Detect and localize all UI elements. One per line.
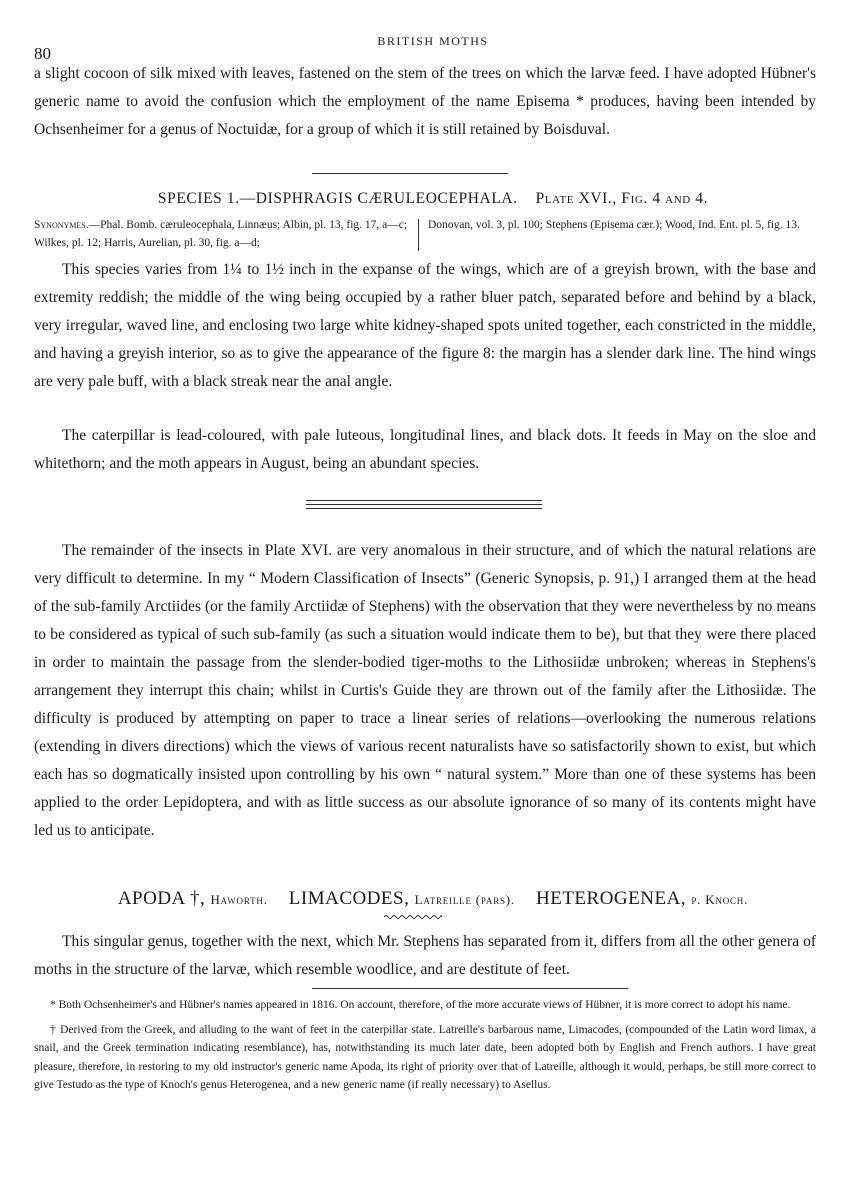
synonyms-right-column <box>428 216 816 234</box>
species-description-block <box>34 256 816 396</box>
intro-paragraph: a slight cocoon of silk mixed with leaves, fastened on the stem of the trees on which the larvæ feed. I have adopted Hübner's generic name to avoid the confusion which the employment of the name Episema * produces, having been intended by Ochsenheimer for a genus of Noctuidæ, for a group of which it is still retained by Boisduval. <box>34 65 816 138</box>
intro-paragraph-block <box>34 60 816 144</box>
rule-line-3 <box>306 508 542 512</box>
genus-author-knoch: p. Knoch. <box>691 892 749 907</box>
footnote-1: * Both Ochsenheimer's and Hübner's names appeared in 1816. On account, therefore, of the more accurate views of Hübner, it is more correct to adopt his name. <box>50 999 791 1011</box>
synonyms-left-column <box>34 216 414 252</box>
genus-author-latreille: Latreille (pars). <box>414 892 515 907</box>
caterpillar-paragraph: The caterpillar is lead-coloured, with pale luteous, longitudinal lines, and black dots. It feeds in May on the sloe and whitethorn; and the moth appears in August, being an abundant species. <box>34 427 816 472</box>
genus-author-haworth: Haworth. <box>210 892 268 907</box>
footnote-2: † Derived from the Greek, and alluding to the want of feet in the caterpillar state. Latreille's barbarous name, Limacodes, (compounded of the Latin word limax, a snail, and the Greek termination indicating resemblance), has, notwithstanding its much later date, been adopted both by English and French authors. I have great pleasure, therefore, in restoring to my old instructor's generic name Apoda, its right of priority over that of Latreille, although it would, perhaps, be still more correct to give Testudo as the type of Knoch's genus Heterogenea, and a new generic name (if really necessary) to Asellus. <box>34 1023 816 1091</box>
genus-name-apoda: APODA †, <box>117 888 206 909</box>
genus-heading <box>0 888 866 910</box>
footnotes-block <box>34 996 816 1101</box>
wavy-ornament <box>384 914 442 920</box>
plate-reference: Plate XVI., Fig. 4 and 4. <box>535 190 709 207</box>
section-double-rule <box>306 500 542 512</box>
genus-name-heterogenea: HETEROGENEA, <box>536 888 687 909</box>
caterpillar-block <box>34 422 816 478</box>
footnote-divider <box>312 988 628 989</box>
synonyms-right-text: Donovan, vol. 3, pl. 100; Stephens (Episema cær.); Wood, Ind. Ent. pl. 5, fig. 13. <box>428 219 800 231</box>
species-description: This species varies from 1¼ to 1½ inch in the expanse of the wings, which are of a greyish brown, with the base and extremity reddish; the middle of the wing being occupied by a rather bluer patch, separated before and behind by a black, very irregular, waved line, and enclosing two large white kidney-shaped spots united together, each constricted in the middle, and having a greyish interior, so as to give the appearance of the figure 8: the margin has a slender dark line. The hind wings are very pale buff, with a black streak near the anal angle. <box>34 261 816 390</box>
species-heading <box>0 190 866 208</box>
remainder-paragraph: The remainder of the insects in Plate XVI. are very anomalous in their structure, and of which the natural relations are very difficult to determine. In my “ Modern Classification of Insects” (Generic Synopsis, p. 91,) I arranged them at the head of the sub-family Arctiides (or the family Arctiidæ of Stephens) with the observation that they were nevertheless by no means to be considered as typical of such sub-family (as such a situation would indicate them to be), but that they were there placed in order to maintain the passage from the slender-bodied tiger-moths to the Lithosiidæ unbroken; whereas in Stephens's arrangement they interrupt this chain; whilst in Curtis's Guide they are thrown out of the family after the Lithosiidæ. The difficulty is produced by attempting on paper to trace a linear series of relations—overlooking the numerous relations (extending in divers directions) which the views of various recent naturalists have so satisfactorily shown to exist, but which each has so dogmatically insisted upon controlling by his own “ natural system.” More than one of these systems has been applied to the order Lepidoptera, and with as little success as our absolute ignorance of so many of its contents might have led us to anticipate. <box>34 542 816 839</box>
remainder-block <box>34 537 816 845</box>
section-divider-short <box>312 173 508 174</box>
synonyms-separator <box>418 219 419 251</box>
genus-description: This singular genus, together with the next, which Mr. Stephens has separated from it, differs from all the other genera of moths in the structure of the larvæ, which resemble woodlice, and are destitute of feet. <box>34 933 816 978</box>
synonyms-label: Synonymes. <box>34 219 89 231</box>
genus-description-block <box>34 928 816 984</box>
running-head: BRITISH MOTHS <box>377 34 489 48</box>
species-title: SPECIES 1.—DISPHRAGIS CÆRULEOCEPHALA. <box>157 190 518 207</box>
genus-name-limacodes: LIMACODES, <box>288 888 410 909</box>
synonyms-left-text: —Phal. Bomb. cæruleocephala, Linnæus; Albin, pl. 13, fig. 17, a—c; Wilkes, pl. 12; Harris, Aurelian, pl. 30, fig. a—d; <box>34 219 408 249</box>
page-number: 80 <box>34 44 51 63</box>
